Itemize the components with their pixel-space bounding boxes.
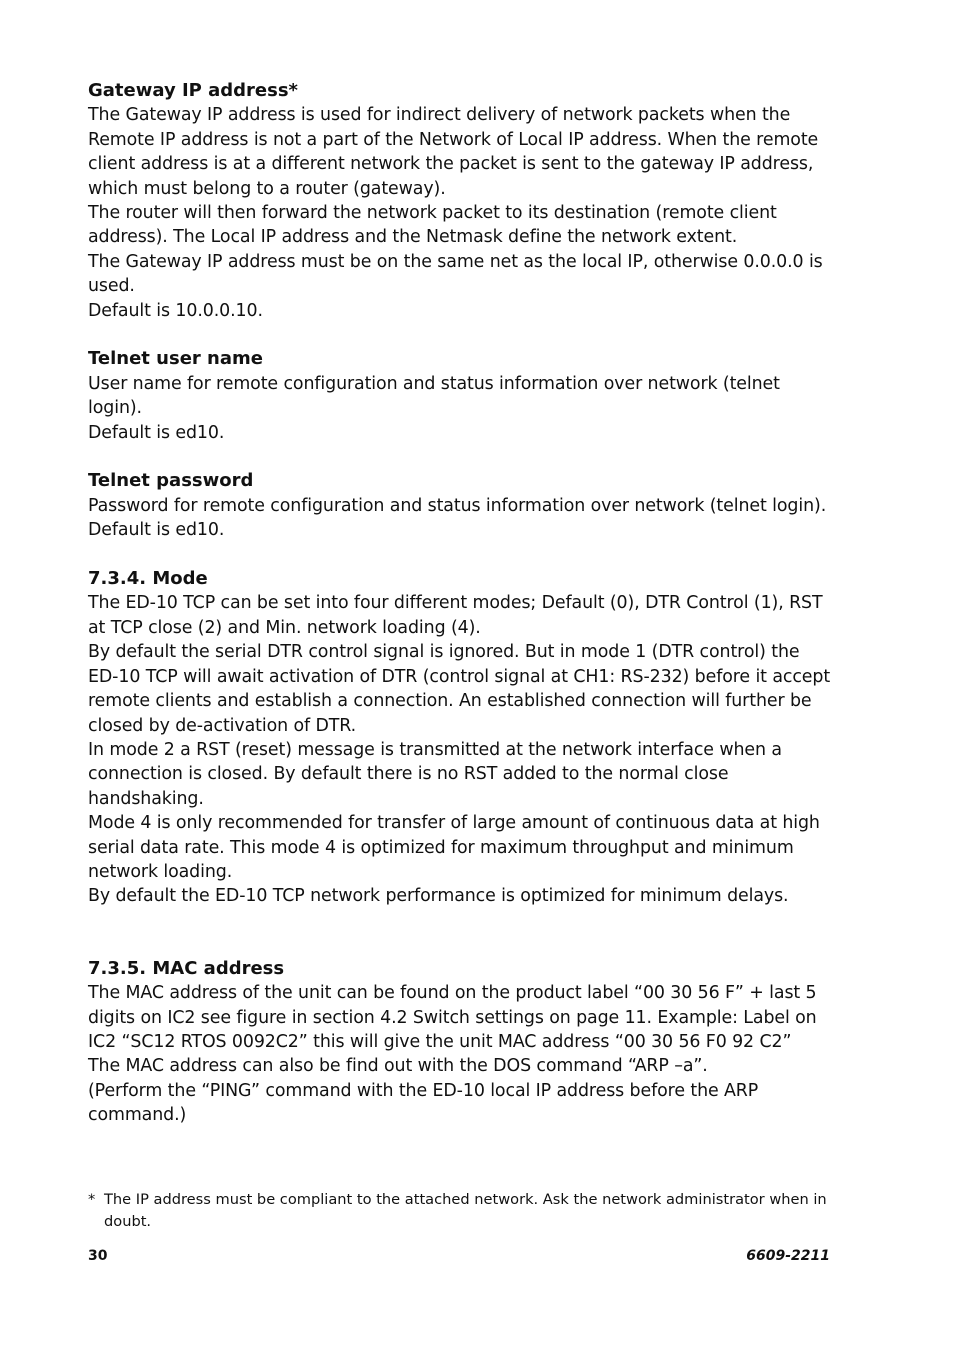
paragraph: The Gateway IP address must be on the same net as the local IP, otherwise 0.0.0.0 is used. [88, 251, 823, 297]
footnote-text: The IP address must be compliant to the attached network. Ask the network administrator when in doubt. [104, 1191, 827, 1230]
page-footer [88, 1248, 830, 1264]
section-telnet-user-name [88, 347, 834, 445]
paragraph: Default is ed10. [88, 520, 225, 541]
section-mac-address [88, 957, 834, 1128]
section-heading: 7.3.4. Mode [88, 568, 208, 590]
paragraph: User name for remote configuration and status information over network (telnet login). [88, 373, 780, 419]
section-telnet-password [88, 469, 834, 542]
paragraph: The MAC address can also be find out with the DOS command “ARP –a”. [88, 1056, 708, 1077]
paragraph: By default the ED-10 TCP network performance is optimized for minimum delays. [88, 886, 789, 907]
footnote [88, 1189, 834, 1233]
paragraph: By default the serial DTR control signal is ignored. But in mode 1 (DTR control) the ED-10 TCP will await activation of DTR (control signal at CH1: RS-232) before it accept remote clients and establish a connection. An established connection will further be closed by de-activation of DTR. [88, 642, 831, 736]
paragraph: (Perform the “PING” command with the ED-10 local IP address before the ARP command.) [88, 1080, 759, 1126]
paragraph: Default is 10.0.0.10. [88, 300, 263, 321]
paragraph: Password for remote configuration and status information over network (telnet login). [88, 495, 827, 516]
footnote-mark: * [88, 1191, 96, 1208]
document-body [88, 79, 834, 1128]
paragraph: Default is ed10. [88, 422, 225, 443]
section-heading: 7.3.5. MAC address [88, 957, 285, 979]
section-heading: Telnet password [88, 470, 254, 492]
section-heading: Telnet user name [88, 348, 263, 370]
paragraph: The Gateway IP address is used for indirect delivery of network packets when the Remote IP address is not a part of the Network of Local IP address. When the remote client address is at a different network the packet is sent to the gateway IP address, which must belong to a router (gateway). [88, 105, 819, 199]
document-id: 6609-2211 [746, 1248, 830, 1264]
section-mode [88, 567, 834, 909]
paragraph: The MAC address of the unit can be found on the product label “00 30 56 F” + last 5 digits on IC2 see figure in section 4.2 Switch settings on page 11. Example: Label on IC2 “SC12 RTOS 0092C2” this will give the unit MAC address “00 30 56 F0 92 C2” [88, 983, 817, 1052]
paragraph: In mode 2 a RST (reset) message is transmitted at the network interface when a connection is closed. By default there is no RST added to the normal close handshaking. [88, 739, 782, 809]
paragraph: Mode 4 is only recommended for transfer of large amount of continuous data at high serial data rate. This mode 4 is optimized for maximum throughput and minimum network loading. [88, 813, 820, 882]
section-heading: Gateway IP address* [88, 80, 298, 101]
paragraph: The router will then forward the network packet to its destination (remote client address). The Local IP address and the Netmask define the network extent. [88, 203, 777, 248]
page-number: 30 [88, 1248, 108, 1264]
section-gateway-ip [88, 79, 834, 323]
paragraph: The ED-10 TCP can be set into four different modes; Default (0), DTR Control (1), RST at TCP close (2) and Min. network loading (4). [88, 593, 823, 638]
